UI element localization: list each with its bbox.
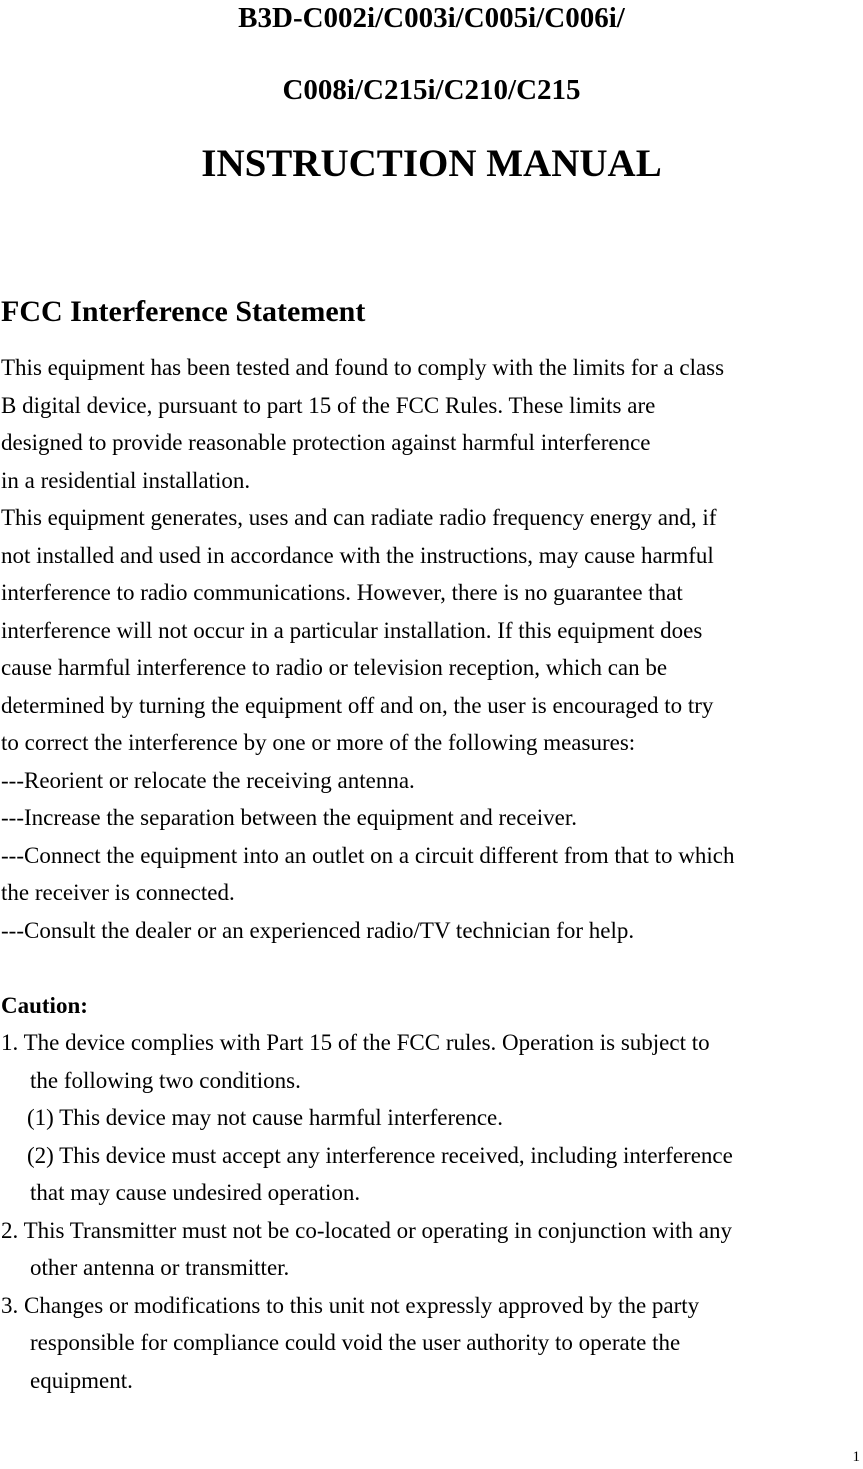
caution-condition-2: (2) This device must accept any interference received, including interference bbox=[27, 1142, 733, 1168]
page-number: 1 bbox=[852, 1449, 860, 1465]
caution-condition-1: (1) This device may not cause harmful interference. bbox=[27, 1105, 503, 1130]
caution-item-1-continued: the following two conditions. bbox=[30, 1067, 301, 1093]
fcc-statement-line: not installed and used in accordance with the instructions, may cause harmful bbox=[1, 542, 714, 568]
model-numbers-line-1: B3D-C002i/C003i/C005i/C006i/ bbox=[238, 2, 625, 34]
fcc-statement-line: This equipment has been tested and found to comply with the limits for a class bbox=[1, 355, 725, 380]
fcc-statement-line: determined by turning the equipment off and on, the user is encouraged to try bbox=[1, 692, 714, 718]
caution-item-3-continued: responsible for compliance could void the user authority to operate the bbox=[30, 1330, 681, 1355]
fcc-statement-line: cause harmful interference to radio or television reception, which can be bbox=[1, 655, 668, 680]
paragraph-spacer bbox=[1, 949, 863, 987]
fcc-statement-line: interference will not occur in a particular installation. If this equipment does bbox=[1, 617, 703, 643]
caution-condition-2-continued: that may cause undesired operation. bbox=[30, 1180, 361, 1205]
fcc-measure-line: ---Increase the separation between the equipment and receiver. bbox=[1, 805, 577, 830]
fcc-measure-line: ---Reorient or relocate the receiving antenna. bbox=[1, 767, 415, 793]
caution-item-2: 2. This Transmitter must not be co-located or operating in conjunction with any bbox=[1, 1217, 732, 1243]
fcc-measure-line: ---Consult the dealer or an experienced radio/TV technician for help. bbox=[1, 917, 635, 943]
document-title: INSTRUCTION MANUAL bbox=[201, 142, 662, 185]
document-body bbox=[1, 349, 863, 1399]
fcc-statement-heading: FCC Interference Statement bbox=[1, 295, 366, 328]
fcc-statement-line: B digital device, pursuant to part 15 of the FCC Rules. These limits are bbox=[1, 392, 656, 418]
fcc-measure-line: the receiver is connected. bbox=[1, 880, 235, 905]
fcc-statement-line: This equipment generates, uses and can radiate radio frequency energy and, if bbox=[1, 505, 717, 530]
caution-item-3-continued: equipment. bbox=[30, 1367, 133, 1393]
caution-item-3: 3. Changes or modifications to this unit not expressly approved by the party bbox=[1, 1292, 700, 1318]
fcc-statement-line: interference to radio communications. However, there is no guarantee that bbox=[1, 580, 683, 605]
fcc-measure-line: ---Connect the equipment into an outlet on a circuit different from that to which bbox=[1, 842, 735, 868]
caution-item-2-continued: other antenna or transmitter. bbox=[30, 1255, 290, 1280]
caution-heading: Caution: bbox=[1, 992, 88, 1018]
fcc-statement-line: to correct the interference by one or more of the following measures: bbox=[1, 730, 636, 755]
fcc-statement-line: in a residential installation. bbox=[1, 467, 251, 493]
model-numbers-line-2: C008i/C215i/C210/C215 bbox=[282, 74, 581, 106]
fcc-statement-line: designed to provide reasonable protection against harmful interference bbox=[1, 430, 651, 455]
caution-item-1: 1. The device complies with Part 15 of the FCC rules. Operation is subject to bbox=[1, 1030, 710, 1055]
